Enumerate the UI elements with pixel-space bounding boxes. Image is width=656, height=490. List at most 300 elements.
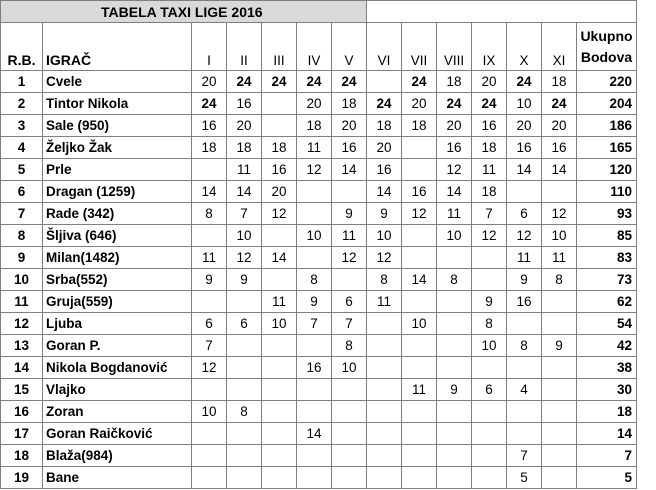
score-cell-round-2: 10 bbox=[227, 225, 262, 247]
table-row bbox=[1, 335, 637, 357]
score-cell-round-4: 14 bbox=[297, 423, 332, 445]
score-cell-round-2 bbox=[227, 291, 262, 313]
score-cell-round-2 bbox=[227, 379, 262, 401]
score-cell-round-1 bbox=[192, 423, 227, 445]
rank-cell: 4 bbox=[1, 137, 43, 159]
header-round-6: VI bbox=[367, 23, 402, 71]
rank-cell: 9 bbox=[1, 247, 43, 269]
score-cell-round-9 bbox=[472, 247, 507, 269]
score-cell-round-1: 16 bbox=[192, 115, 227, 137]
score-cell-round-5: 14 bbox=[332, 159, 367, 181]
score-cell-round-6: 24 bbox=[367, 93, 402, 115]
score-cell-round-5: 12 bbox=[332, 247, 367, 269]
score-cell-round-10: 8 bbox=[507, 335, 542, 357]
table-row bbox=[1, 225, 637, 247]
score-cell-round-1: 14 bbox=[192, 181, 227, 203]
score-cell-round-3 bbox=[262, 379, 297, 401]
score-cell-round-2: 24 bbox=[227, 71, 262, 93]
score-cell-round-8 bbox=[437, 313, 472, 335]
score-cell-round-10: 5 bbox=[507, 467, 542, 489]
rank-cell: 1 bbox=[1, 71, 43, 93]
score-cell-round-3 bbox=[262, 401, 297, 423]
score-cell-round-4: 10 bbox=[297, 225, 332, 247]
table-row bbox=[1, 401, 637, 423]
score-cell-round-1 bbox=[192, 467, 227, 489]
score-cell-round-6: 14 bbox=[367, 181, 402, 203]
score-cell-round-2: 9 bbox=[227, 269, 262, 291]
score-cell-round-5: 9 bbox=[332, 203, 367, 225]
score-cell-round-11: 9 bbox=[542, 335, 577, 357]
score-cell-round-6 bbox=[367, 71, 402, 93]
score-cell-round-3: 16 bbox=[262, 159, 297, 181]
player-name-cell: Željko Žak bbox=[43, 137, 192, 159]
score-cell-round-8 bbox=[437, 291, 472, 313]
score-cell-round-5: 7 bbox=[332, 313, 367, 335]
total-points-cell: 93 bbox=[577, 203, 637, 225]
score-cell-round-11 bbox=[542, 357, 577, 379]
score-cell-round-1: 12 bbox=[192, 357, 227, 379]
score-cell-round-7 bbox=[402, 423, 437, 445]
score-cell-round-1: 9 bbox=[192, 269, 227, 291]
score-cell-round-10: 7 bbox=[507, 445, 542, 467]
score-cell-round-10 bbox=[507, 181, 542, 203]
rank-cell: 10 bbox=[1, 269, 43, 291]
score-cell-round-9 bbox=[472, 357, 507, 379]
title-row bbox=[1, 1, 637, 23]
score-cell-round-9: 18 bbox=[472, 181, 507, 203]
score-cell-round-3 bbox=[262, 445, 297, 467]
rank-cell: 17 bbox=[1, 423, 43, 445]
score-cell-round-4 bbox=[297, 445, 332, 467]
score-cell-round-7: 18 bbox=[402, 115, 437, 137]
score-cell-round-3 bbox=[262, 269, 297, 291]
table-row bbox=[1, 71, 637, 93]
rank-cell: 6 bbox=[1, 181, 43, 203]
score-cell-round-3 bbox=[262, 423, 297, 445]
score-cell-round-4: 12 bbox=[297, 159, 332, 181]
score-cell-round-9: 10 bbox=[472, 335, 507, 357]
rank-cell: 2 bbox=[1, 93, 43, 115]
score-cell-round-4: 16 bbox=[297, 357, 332, 379]
score-cell-round-8 bbox=[437, 401, 472, 423]
score-cell-round-9 bbox=[472, 401, 507, 423]
total-points-cell: 7 bbox=[577, 445, 637, 467]
score-cell-round-4 bbox=[297, 379, 332, 401]
header-player: IGRAČ bbox=[43, 23, 192, 71]
score-cell-round-3: 24 bbox=[262, 71, 297, 93]
score-cell-round-6 bbox=[367, 423, 402, 445]
score-cell-round-4 bbox=[297, 401, 332, 423]
score-cell-round-9: 8 bbox=[472, 313, 507, 335]
score-cell-round-2: 16 bbox=[227, 93, 262, 115]
score-cell-round-8: 8 bbox=[437, 269, 472, 291]
score-cell-round-7 bbox=[402, 401, 437, 423]
score-cell-round-4 bbox=[297, 335, 332, 357]
score-cell-round-2 bbox=[227, 467, 262, 489]
score-cell-round-9 bbox=[472, 423, 507, 445]
score-cell-round-11: 12 bbox=[542, 203, 577, 225]
score-cell-round-2: 12 bbox=[227, 247, 262, 269]
rank-cell: 3 bbox=[1, 115, 43, 137]
player-name-cell: Gruja(559) bbox=[43, 291, 192, 313]
score-cell-round-8: 14 bbox=[437, 181, 472, 203]
score-cell-round-7: 20 bbox=[402, 93, 437, 115]
score-cell-round-11: 10 bbox=[542, 225, 577, 247]
header-row bbox=[1, 23, 637, 71]
total-points-cell: 30 bbox=[577, 379, 637, 401]
score-cell-round-5: 20 bbox=[332, 115, 367, 137]
score-cell-round-2: 6 bbox=[227, 313, 262, 335]
player-name-cell: Ljuba bbox=[43, 313, 192, 335]
title-row-blank bbox=[367, 1, 637, 23]
score-cell-round-2 bbox=[227, 357, 262, 379]
score-cell-round-5: 16 bbox=[332, 137, 367, 159]
score-cell-round-4: 7 bbox=[297, 313, 332, 335]
total-points-cell: 5 bbox=[577, 467, 637, 489]
player-name-cell: Dragan (1259) bbox=[43, 181, 192, 203]
score-cell-round-2: 20 bbox=[227, 115, 262, 137]
score-cell-round-6: 8 bbox=[367, 269, 402, 291]
player-name-cell: Šljiva (646) bbox=[43, 225, 192, 247]
score-cell-round-1: 7 bbox=[192, 335, 227, 357]
score-cell-round-1 bbox=[192, 159, 227, 181]
total-points-cell: 120 bbox=[577, 159, 637, 181]
player-name-cell: Nikola Bogdanović bbox=[43, 357, 192, 379]
score-cell-round-5 bbox=[332, 423, 367, 445]
score-cell-round-1: 18 bbox=[192, 137, 227, 159]
score-cell-round-6 bbox=[367, 467, 402, 489]
score-cell-round-10: 9 bbox=[507, 269, 542, 291]
header-total-line2: Bodova bbox=[580, 48, 633, 65]
score-cell-round-10: 6 bbox=[507, 203, 542, 225]
score-cell-round-2 bbox=[227, 335, 262, 357]
score-cell-round-1: 11 bbox=[192, 247, 227, 269]
score-cell-round-11: 16 bbox=[542, 137, 577, 159]
total-points-cell: 110 bbox=[577, 181, 637, 203]
score-cell-round-11 bbox=[542, 291, 577, 313]
score-cell-round-9: 18 bbox=[472, 137, 507, 159]
score-cell-round-10 bbox=[507, 423, 542, 445]
score-cell-round-8 bbox=[437, 423, 472, 445]
score-cell-round-8: 24 bbox=[437, 93, 472, 115]
header-round-4: IV bbox=[297, 23, 332, 71]
score-cell-round-5: 11 bbox=[332, 225, 367, 247]
score-cell-round-9 bbox=[472, 467, 507, 489]
score-cell-round-3: 14 bbox=[262, 247, 297, 269]
rank-cell: 18 bbox=[1, 445, 43, 467]
score-cell-round-10: 20 bbox=[507, 115, 542, 137]
table-row bbox=[1, 247, 637, 269]
score-cell-round-7: 10 bbox=[402, 313, 437, 335]
table-row bbox=[1, 445, 637, 467]
score-cell-round-3: 12 bbox=[262, 203, 297, 225]
score-cell-round-2: 11 bbox=[227, 159, 262, 181]
score-cell-round-10: 11 bbox=[507, 247, 542, 269]
score-cell-round-8: 20 bbox=[437, 115, 472, 137]
score-cell-round-10: 24 bbox=[507, 71, 542, 93]
score-cell-round-11: 18 bbox=[542, 71, 577, 93]
total-points-cell: 204 bbox=[577, 93, 637, 115]
score-cell-round-1 bbox=[192, 225, 227, 247]
score-cell-round-3: 11 bbox=[262, 291, 297, 313]
total-points-cell: 186 bbox=[577, 115, 637, 137]
header-rb: R.B. bbox=[1, 23, 43, 71]
player-name-cell: Zoran bbox=[43, 401, 192, 423]
score-cell-round-7 bbox=[402, 247, 437, 269]
score-cell-round-10: 14 bbox=[507, 159, 542, 181]
score-cell-round-9 bbox=[472, 269, 507, 291]
score-cell-round-8 bbox=[437, 357, 472, 379]
score-cell-round-8: 12 bbox=[437, 159, 472, 181]
table-row bbox=[1, 181, 637, 203]
table-row bbox=[1, 137, 637, 159]
score-cell-round-5: 24 bbox=[332, 71, 367, 93]
score-cell-round-4: 18 bbox=[297, 115, 332, 137]
rank-cell: 5 bbox=[1, 159, 43, 181]
score-cell-round-9: 16 bbox=[472, 115, 507, 137]
table-row bbox=[1, 159, 637, 181]
score-cell-round-1 bbox=[192, 445, 227, 467]
rank-cell: 15 bbox=[1, 379, 43, 401]
score-cell-round-9 bbox=[472, 445, 507, 467]
score-cell-round-4 bbox=[297, 203, 332, 225]
header-total-line1: Ukupno bbox=[580, 27, 633, 44]
table-row bbox=[1, 93, 637, 115]
player-name-cell: Bane bbox=[43, 467, 192, 489]
score-cell-round-1: 20 bbox=[192, 71, 227, 93]
score-cell-round-1: 10 bbox=[192, 401, 227, 423]
header-round-3: III bbox=[262, 23, 297, 71]
score-cell-round-3 bbox=[262, 335, 297, 357]
score-cell-round-1: 24 bbox=[192, 93, 227, 115]
player-name-cell: Prle bbox=[43, 159, 192, 181]
score-cell-round-10 bbox=[507, 357, 542, 379]
score-cell-round-11 bbox=[542, 467, 577, 489]
score-cell-round-5 bbox=[332, 379, 367, 401]
score-cell-round-10: 16 bbox=[507, 137, 542, 159]
table-row bbox=[1, 203, 637, 225]
header-round-11: XI bbox=[542, 23, 577, 71]
score-cell-round-8 bbox=[437, 247, 472, 269]
total-points-cell: 85 bbox=[577, 225, 637, 247]
total-points-cell: 165 bbox=[577, 137, 637, 159]
score-cell-round-6: 12 bbox=[367, 247, 402, 269]
score-cell-round-7 bbox=[402, 159, 437, 181]
score-cell-round-5: 8 bbox=[332, 335, 367, 357]
score-cell-round-10 bbox=[507, 313, 542, 335]
total-points-cell: 73 bbox=[577, 269, 637, 291]
score-cell-round-10: 16 bbox=[507, 291, 542, 313]
score-cell-round-6: 16 bbox=[367, 159, 402, 181]
score-cell-round-8: 16 bbox=[437, 137, 472, 159]
score-cell-round-5 bbox=[332, 445, 367, 467]
score-cell-round-9: 7 bbox=[472, 203, 507, 225]
player-name-cell: Blaža(984) bbox=[43, 445, 192, 467]
score-cell-round-1 bbox=[192, 379, 227, 401]
total-points-cell: 42 bbox=[577, 335, 637, 357]
header-round-9: IX bbox=[472, 23, 507, 71]
score-cell-round-7: 14 bbox=[402, 269, 437, 291]
score-cell-round-11: 11 bbox=[542, 247, 577, 269]
player-name-cell: Sale (950) bbox=[43, 115, 192, 137]
score-cell-round-8: 9 bbox=[437, 379, 472, 401]
score-cell-round-6 bbox=[367, 379, 402, 401]
score-cell-round-3 bbox=[262, 357, 297, 379]
score-cell-round-1: 6 bbox=[192, 313, 227, 335]
table-row bbox=[1, 115, 637, 137]
score-cell-round-4 bbox=[297, 181, 332, 203]
rank-cell: 12 bbox=[1, 313, 43, 335]
score-cell-round-8 bbox=[437, 467, 472, 489]
score-cell-round-9: 11 bbox=[472, 159, 507, 181]
score-cell-round-7: 11 bbox=[402, 379, 437, 401]
table-row bbox=[1, 313, 637, 335]
score-cell-round-3: 20 bbox=[262, 181, 297, 203]
score-cell-round-6: 20 bbox=[367, 137, 402, 159]
total-points-cell: 54 bbox=[577, 313, 637, 335]
score-cell-round-7 bbox=[402, 335, 437, 357]
score-cell-round-5 bbox=[332, 401, 367, 423]
score-cell-round-10: 10 bbox=[507, 93, 542, 115]
score-cell-round-5: 18 bbox=[332, 93, 367, 115]
total-points-cell: 83 bbox=[577, 247, 637, 269]
player-name-cell: Tintor Nikola bbox=[43, 93, 192, 115]
score-cell-round-4: 8 bbox=[297, 269, 332, 291]
header-round-1: I bbox=[192, 23, 227, 71]
player-name-cell: Rade (342) bbox=[43, 203, 192, 225]
score-cell-round-4: 9 bbox=[297, 291, 332, 313]
score-cell-round-1 bbox=[192, 291, 227, 313]
total-points-cell: 220 bbox=[577, 71, 637, 93]
header-round-10: X bbox=[507, 23, 542, 71]
score-cell-round-2: 18 bbox=[227, 137, 262, 159]
total-points-cell: 18 bbox=[577, 401, 637, 423]
score-cell-round-3 bbox=[262, 93, 297, 115]
score-cell-round-4: 20 bbox=[297, 93, 332, 115]
score-cell-round-2 bbox=[227, 445, 262, 467]
score-cell-round-5 bbox=[332, 181, 367, 203]
score-cell-round-7 bbox=[402, 357, 437, 379]
score-cell-round-5 bbox=[332, 269, 367, 291]
player-name-cell: Cvele bbox=[43, 71, 192, 93]
score-cell-round-3: 18 bbox=[262, 137, 297, 159]
score-cell-round-2: 14 bbox=[227, 181, 262, 203]
header-total bbox=[577, 23, 637, 71]
score-cell-round-3 bbox=[262, 225, 297, 247]
score-cell-round-4 bbox=[297, 467, 332, 489]
table-row bbox=[1, 269, 637, 291]
score-cell-round-5: 10 bbox=[332, 357, 367, 379]
score-cell-round-6 bbox=[367, 335, 402, 357]
score-cell-round-8: 18 bbox=[437, 71, 472, 93]
rank-cell: 13 bbox=[1, 335, 43, 357]
player-name-cell: Vlajko bbox=[43, 379, 192, 401]
score-cell-round-7 bbox=[402, 137, 437, 159]
score-cell-round-11 bbox=[542, 313, 577, 335]
rank-cell: 19 bbox=[1, 467, 43, 489]
score-cell-round-9: 20 bbox=[472, 71, 507, 93]
table-title: TABELA TAXI LIGE 2016 bbox=[1, 1, 367, 23]
score-cell-round-2: 7 bbox=[227, 203, 262, 225]
rank-cell: 14 bbox=[1, 357, 43, 379]
score-cell-round-11: 8 bbox=[542, 269, 577, 291]
table-row bbox=[1, 467, 637, 489]
score-cell-round-9: 6 bbox=[472, 379, 507, 401]
score-cell-round-7: 16 bbox=[402, 181, 437, 203]
table-row bbox=[1, 291, 637, 313]
player-name-cell: Goran P. bbox=[43, 335, 192, 357]
player-name-cell: Srba(552) bbox=[43, 269, 192, 291]
score-cell-round-7 bbox=[402, 225, 437, 247]
score-cell-round-5 bbox=[332, 467, 367, 489]
rank-cell: 11 bbox=[1, 291, 43, 313]
score-cell-round-6 bbox=[367, 313, 402, 335]
score-cell-round-9: 12 bbox=[472, 225, 507, 247]
score-cell-round-10: 12 bbox=[507, 225, 542, 247]
table-row bbox=[1, 423, 637, 445]
score-cell-round-3 bbox=[262, 115, 297, 137]
header-round-7: VII bbox=[402, 23, 437, 71]
total-points-cell: 38 bbox=[577, 357, 637, 379]
total-points-cell: 14 bbox=[577, 423, 637, 445]
score-cell-round-6: 10 bbox=[367, 225, 402, 247]
score-cell-round-8: 10 bbox=[437, 225, 472, 247]
score-cell-round-11 bbox=[542, 401, 577, 423]
score-cell-round-7: 24 bbox=[402, 71, 437, 93]
score-cell-round-11: 20 bbox=[542, 115, 577, 137]
score-cell-round-6: 18 bbox=[367, 115, 402, 137]
score-cell-round-5: 6 bbox=[332, 291, 367, 313]
score-cell-round-6: 11 bbox=[367, 291, 402, 313]
score-cell-round-11: 14 bbox=[542, 159, 577, 181]
score-cell-round-11 bbox=[542, 181, 577, 203]
header-round-2: II bbox=[227, 23, 262, 71]
score-cell-round-4 bbox=[297, 247, 332, 269]
score-cell-round-7 bbox=[402, 445, 437, 467]
header-round-8: VIII bbox=[437, 23, 472, 71]
score-cell-round-11 bbox=[542, 423, 577, 445]
score-cell-round-9: 9 bbox=[472, 291, 507, 313]
score-cell-round-6: 9 bbox=[367, 203, 402, 225]
score-cell-round-3 bbox=[262, 467, 297, 489]
score-cell-round-2 bbox=[227, 423, 262, 445]
score-cell-round-6 bbox=[367, 357, 402, 379]
score-cell-round-2: 8 bbox=[227, 401, 262, 423]
score-cell-round-10 bbox=[507, 401, 542, 423]
rank-cell: 16 bbox=[1, 401, 43, 423]
score-cell-round-11 bbox=[542, 445, 577, 467]
rank-cell: 7 bbox=[1, 203, 43, 225]
score-cell-round-7 bbox=[402, 291, 437, 313]
score-cell-round-4: 24 bbox=[297, 71, 332, 93]
score-cell-round-9: 24 bbox=[472, 93, 507, 115]
score-cell-round-4: 11 bbox=[297, 137, 332, 159]
score-cell-round-6 bbox=[367, 445, 402, 467]
table-row bbox=[1, 379, 637, 401]
player-name-cell: Milan(1482) bbox=[43, 247, 192, 269]
rank-cell: 8 bbox=[1, 225, 43, 247]
total-points-cell: 62 bbox=[577, 291, 637, 313]
score-cell-round-8 bbox=[437, 445, 472, 467]
table-row bbox=[1, 357, 637, 379]
score-cell-round-8: 11 bbox=[437, 203, 472, 225]
player-name-cell: Goran Raičković bbox=[43, 423, 192, 445]
score-cell-round-11: 24 bbox=[542, 93, 577, 115]
score-cell-round-7: 12 bbox=[402, 203, 437, 225]
score-cell-round-3: 10 bbox=[262, 313, 297, 335]
score-cell-round-7 bbox=[402, 467, 437, 489]
score-cell-round-8 bbox=[437, 335, 472, 357]
